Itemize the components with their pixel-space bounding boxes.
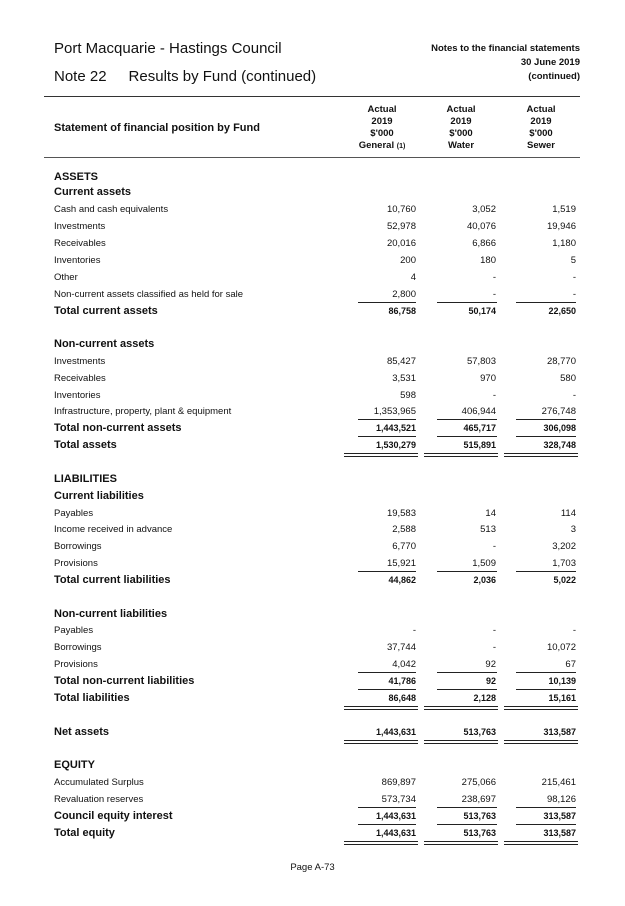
value-general: 37,744 bbox=[386, 642, 416, 653]
double-rule bbox=[344, 453, 418, 457]
table-row bbox=[0, 642, 625, 656]
subtotal-rule bbox=[516, 571, 576, 572]
section-equity: EQUITY bbox=[54, 759, 95, 771]
subtotal-rule bbox=[358, 302, 416, 303]
col-sewer-l4: Sewer bbox=[527, 140, 555, 151]
row-label: Total equity bbox=[54, 827, 115, 839]
table-row bbox=[0, 221, 625, 235]
value-water: - bbox=[492, 642, 496, 653]
column-header-general bbox=[347, 104, 417, 153]
row-label: Payables bbox=[54, 508, 94, 519]
subtotal-rule bbox=[437, 807, 497, 808]
subtotal-rule bbox=[516, 302, 576, 303]
page-number: Page A-73 bbox=[290, 862, 335, 873]
value-sewer: 215,461 bbox=[541, 777, 576, 788]
value-general: 1,353,965 bbox=[373, 406, 416, 417]
note-heading bbox=[54, 68, 316, 85]
value-water: 57,803 bbox=[466, 356, 496, 367]
col-general-l3: $'000 bbox=[370, 128, 394, 139]
row-label: Payables bbox=[54, 625, 94, 636]
section-non-current-liabilities: Non-current liabilities bbox=[54, 608, 168, 620]
subtotal-rule bbox=[437, 672, 497, 673]
row-label: Non-current assets classified as held for sale bbox=[54, 289, 244, 300]
col-water-l2: 2019 bbox=[450, 116, 472, 127]
double-rule bbox=[344, 706, 418, 710]
value-water: 238,697 bbox=[461, 794, 496, 805]
table-row bbox=[0, 558, 625, 572]
table-row-total bbox=[0, 676, 625, 690]
value-water: 14 bbox=[485, 508, 496, 519]
value-sewer: 22,650 bbox=[548, 306, 576, 316]
header-right-line2: 30 June 2019 bbox=[520, 57, 580, 68]
row-label: Accumulated Surplus bbox=[54, 777, 144, 788]
table-row-total bbox=[0, 693, 625, 707]
value-sewer: 98,126 bbox=[546, 794, 576, 805]
value-general: 44,862 bbox=[388, 575, 416, 585]
value-general: 86,758 bbox=[388, 306, 416, 316]
value-water: 406,944 bbox=[461, 406, 496, 417]
table-row-total bbox=[0, 828, 625, 842]
double-rule bbox=[424, 841, 498, 845]
double-rule bbox=[424, 706, 498, 710]
table-row bbox=[0, 356, 625, 370]
col-sewer-l3: $'000 bbox=[529, 128, 553, 139]
value-sewer: 313,587 bbox=[543, 727, 576, 737]
double-rule bbox=[504, 706, 578, 710]
value-sewer: 5,022 bbox=[553, 575, 576, 585]
row-label: Total assets bbox=[54, 439, 117, 451]
value-sewer: 19,946 bbox=[546, 221, 576, 232]
subtotal-rule bbox=[358, 689, 416, 690]
section-assets: ASSETS bbox=[54, 171, 99, 183]
value-water: 513,763 bbox=[463, 811, 496, 821]
table-row bbox=[0, 794, 625, 808]
row-label: Other bbox=[54, 272, 78, 283]
col-sewer-l2: 2019 bbox=[530, 116, 552, 127]
value-general: 10,760 bbox=[386, 204, 416, 215]
row-label: Cash and cash equivalents bbox=[54, 204, 169, 215]
value-sewer: - bbox=[572, 390, 576, 401]
value-sewer: 10,139 bbox=[548, 676, 576, 686]
subtotal-rule bbox=[358, 436, 416, 437]
row-label: Inventories bbox=[54, 390, 101, 401]
note-title: Results by Fund (continued) bbox=[128, 68, 317, 85]
col-general-l2: 2019 bbox=[371, 116, 393, 127]
row-label: Total current assets bbox=[54, 305, 158, 317]
header-divider bbox=[44, 96, 580, 97]
subtotal-rule bbox=[516, 672, 576, 673]
value-general: 15,921 bbox=[386, 558, 416, 569]
row-label: Council equity interest bbox=[54, 810, 173, 822]
table-row bbox=[0, 238, 625, 252]
row-label: Borrowings bbox=[54, 642, 102, 653]
subtotal-rule bbox=[516, 689, 576, 690]
value-sewer: 1,519 bbox=[552, 204, 576, 215]
row-label: Revaluation reserves bbox=[54, 794, 144, 805]
double-rule bbox=[504, 453, 578, 457]
statement-title: Statement of financial position by Fund bbox=[54, 122, 260, 134]
column-header-water bbox=[426, 104, 496, 152]
value-general: 1,443,631 bbox=[375, 811, 416, 821]
value-general: 41,786 bbox=[388, 676, 416, 686]
subtotal-rule bbox=[358, 571, 416, 572]
table-row bbox=[0, 524, 625, 538]
section-current-liabilities: Current liabilities bbox=[54, 490, 144, 502]
row-label: Total liabilities bbox=[54, 692, 130, 704]
value-water: 180 bbox=[480, 255, 496, 266]
subtotal-rule bbox=[437, 436, 497, 437]
double-rule bbox=[504, 841, 578, 845]
col-general-l4 bbox=[347, 140, 417, 153]
row-label: Infrastructure, property, plant & equipment bbox=[54, 406, 232, 417]
double-rule bbox=[504, 740, 578, 744]
value-sewer: 306,098 bbox=[543, 423, 576, 433]
value-water: - bbox=[492, 390, 496, 401]
header-right-line1: Notes to the financial statements bbox=[431, 43, 580, 54]
value-water: 3,052 bbox=[472, 204, 496, 215]
value-sewer: - bbox=[572, 625, 576, 636]
value-water: 50,174 bbox=[468, 306, 496, 316]
value-general: 6,770 bbox=[392, 541, 416, 552]
value-sewer: 15,161 bbox=[548, 693, 576, 703]
value-general: 598 bbox=[400, 390, 416, 401]
header-right bbox=[431, 42, 580, 84]
row-label: Investments bbox=[54, 221, 106, 232]
table-row bbox=[0, 373, 625, 387]
subtotal-rule bbox=[516, 824, 576, 825]
row-label: Provisions bbox=[54, 659, 98, 670]
subtotal-rule bbox=[358, 824, 416, 825]
value-water: 40,076 bbox=[466, 221, 496, 232]
value-water: - bbox=[492, 289, 496, 300]
row-label: Total non-current liabilities bbox=[54, 675, 195, 687]
value-general: 200 bbox=[400, 255, 416, 266]
value-general: 52,978 bbox=[386, 221, 416, 232]
value-water: - bbox=[492, 625, 496, 636]
subtotal-rule bbox=[358, 672, 416, 673]
double-rule bbox=[344, 740, 418, 744]
row-label: Net assets bbox=[54, 726, 110, 738]
table-row bbox=[0, 541, 625, 555]
value-sewer: 67 bbox=[565, 659, 576, 670]
subtotal-rule bbox=[437, 824, 497, 825]
organisation-name: Port Macquarie - Hastings Council bbox=[54, 40, 282, 57]
row-label: Total current liabilities bbox=[54, 574, 171, 586]
note-number: Note 22 bbox=[54, 68, 107, 85]
value-general: 19,583 bbox=[386, 508, 416, 519]
col-sewer-l1: Actual bbox=[526, 104, 556, 115]
value-sewer: 313,587 bbox=[543, 811, 576, 821]
row-label: Total non-current assets bbox=[54, 422, 182, 434]
value-sewer: 276,748 bbox=[541, 406, 576, 417]
value-general: 2,800 bbox=[392, 289, 416, 300]
value-sewer: - bbox=[572, 289, 576, 300]
value-water: 465,717 bbox=[463, 423, 496, 433]
double-rule bbox=[344, 841, 418, 845]
table-row-total bbox=[0, 811, 625, 825]
col-water-l4: Water bbox=[447, 140, 475, 151]
col-general-footnote: (1) bbox=[396, 143, 406, 150]
value-general: - bbox=[412, 625, 416, 636]
subtotal-rule bbox=[437, 689, 497, 690]
value-general: 4 bbox=[410, 272, 416, 283]
value-sewer: 313,587 bbox=[543, 828, 576, 838]
subtotal-rule bbox=[437, 419, 497, 420]
subtotal-rule bbox=[358, 807, 416, 808]
value-general: 869,897 bbox=[381, 777, 416, 788]
value-general: 85,427 bbox=[386, 356, 416, 367]
col-general-fund: General bbox=[358, 140, 395, 151]
value-water: 275,066 bbox=[461, 777, 496, 788]
value-sewer: 10,072 bbox=[546, 642, 576, 653]
table-row bbox=[0, 625, 625, 639]
value-general: 4,042 bbox=[392, 659, 416, 670]
value-general: 3,531 bbox=[392, 373, 416, 384]
table-row bbox=[0, 659, 625, 673]
value-sewer: 580 bbox=[560, 373, 576, 384]
table-header-divider bbox=[44, 157, 580, 158]
value-general: 1,530,279 bbox=[375, 440, 416, 450]
value-general: 1,443,631 bbox=[375, 727, 416, 737]
table-row bbox=[0, 255, 625, 269]
table-row bbox=[0, 508, 625, 522]
table-row-total bbox=[0, 575, 625, 589]
value-general: 1,443,521 bbox=[375, 423, 416, 433]
value-water: 92 bbox=[485, 659, 496, 670]
value-water: 92 bbox=[485, 676, 496, 686]
table-row-total bbox=[0, 727, 625, 741]
value-sewer: 1,703 bbox=[552, 558, 576, 569]
column-header-sewer bbox=[506, 104, 576, 152]
table-row bbox=[0, 289, 625, 303]
table-row-total bbox=[0, 440, 625, 454]
value-sewer: 5 bbox=[570, 255, 576, 266]
value-sewer: 114 bbox=[560, 508, 576, 519]
value-water: 515,891 bbox=[463, 440, 496, 450]
value-sewer: 328,748 bbox=[543, 440, 576, 450]
value-water: 513,763 bbox=[463, 727, 496, 737]
table-row bbox=[0, 406, 625, 420]
value-general: 2,588 bbox=[392, 524, 416, 535]
subtotal-rule bbox=[358, 419, 416, 420]
value-water: 6,866 bbox=[472, 238, 496, 249]
value-general: 86,648 bbox=[388, 693, 416, 703]
header-right-line3: (continued) bbox=[528, 71, 580, 82]
subtotal-rule bbox=[437, 571, 497, 572]
value-sewer: 1,180 bbox=[552, 238, 576, 249]
value-water: 2,036 bbox=[473, 575, 496, 585]
section-current-assets: Current assets bbox=[54, 186, 132, 198]
table-row-total bbox=[0, 423, 625, 437]
value-water: 513 bbox=[480, 524, 496, 535]
row-label: Income received in advance bbox=[54, 524, 173, 535]
col-general-l1: Actual bbox=[367, 104, 397, 115]
col-water-l3: $'000 bbox=[449, 128, 473, 139]
row-label: Borrowings bbox=[54, 541, 102, 552]
table-row bbox=[0, 390, 625, 404]
value-water: 513,763 bbox=[463, 828, 496, 838]
subtotal-rule bbox=[516, 436, 576, 437]
section-non-current-assets: Non-current assets bbox=[54, 338, 155, 350]
value-general: 1,443,631 bbox=[375, 828, 416, 838]
value-water: 970 bbox=[480, 373, 496, 384]
row-label: Inventories bbox=[54, 255, 101, 266]
row-label: Investments bbox=[54, 356, 106, 367]
value-water: 1,509 bbox=[472, 558, 496, 569]
value-sewer: 3,202 bbox=[552, 541, 576, 552]
value-general: 20,016 bbox=[386, 238, 416, 249]
col-water-l1: Actual bbox=[446, 104, 476, 115]
double-rule bbox=[424, 453, 498, 457]
subtotal-rule bbox=[516, 419, 576, 420]
value-general: 573,734 bbox=[381, 794, 416, 805]
subtotal-rule bbox=[516, 807, 576, 808]
double-rule bbox=[424, 740, 498, 744]
value-water: - bbox=[492, 541, 496, 552]
value-sewer: 3 bbox=[570, 524, 576, 535]
table-row bbox=[0, 272, 625, 286]
subtotal-rule bbox=[437, 302, 497, 303]
table-row-total bbox=[0, 306, 625, 320]
row-label: Receivables bbox=[54, 373, 106, 384]
value-sewer: - bbox=[572, 272, 576, 283]
table-row bbox=[0, 204, 625, 218]
section-liabilities: LIABILITIES bbox=[54, 473, 117, 485]
value-water: 2,128 bbox=[473, 693, 496, 703]
table-row bbox=[0, 777, 625, 791]
row-label: Receivables bbox=[54, 238, 106, 249]
row-label: Provisions bbox=[54, 558, 98, 569]
value-water: - bbox=[492, 272, 496, 283]
value-sewer: 28,770 bbox=[546, 356, 576, 367]
